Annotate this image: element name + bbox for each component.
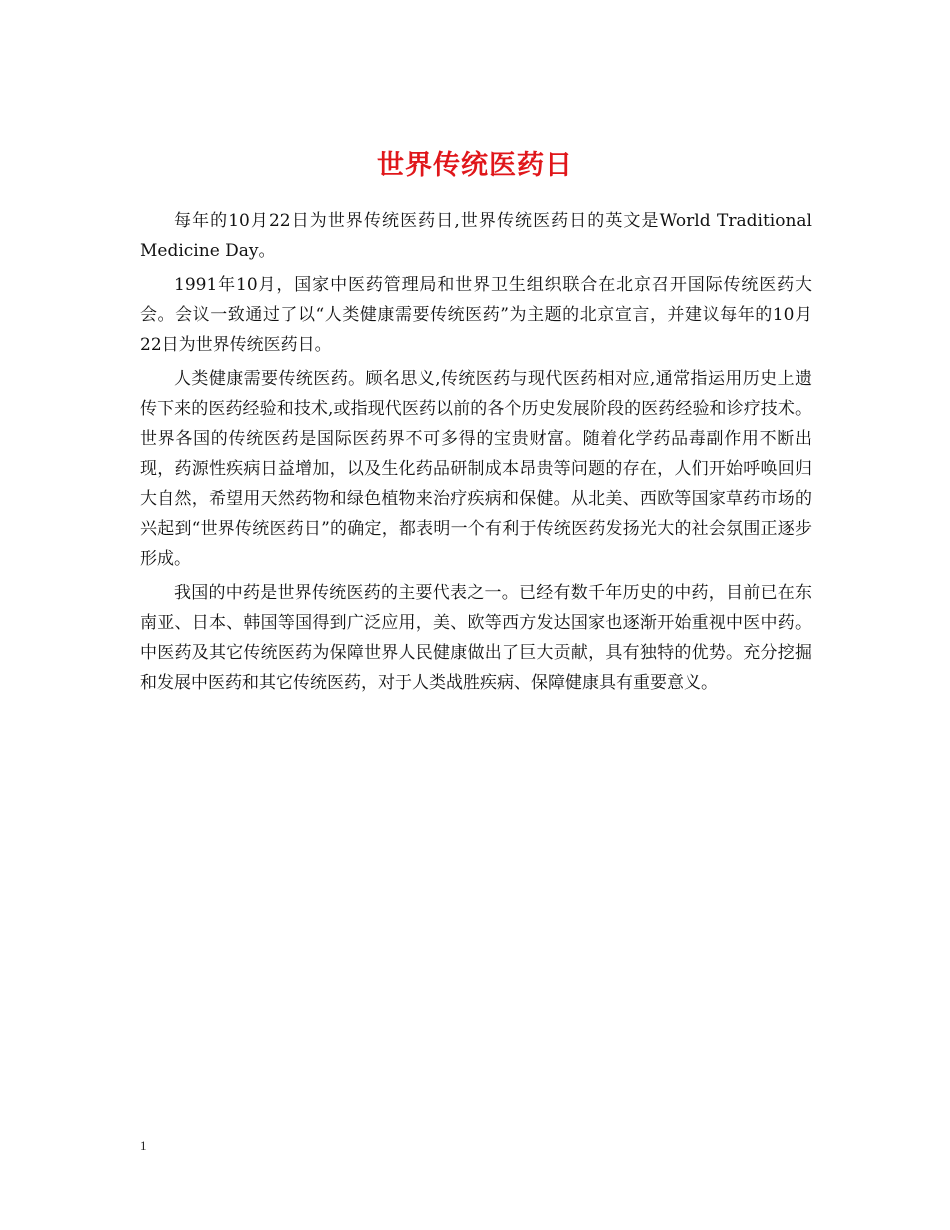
paragraph-4: 我国的中药是世界传统医药的主要代表之一。已经有数千年历史的中药，目前已在东南亚、日本、韩国等国得到广泛应用，美、欧等西方发达国家也逐渐开始重视中医中药。中医药及其它传统医药为保障世界人民健康做出了巨大贡献，具有独特的优势。充分挖掘和发展中医药和其它传统医药，对于人类战胜疾病、保障健康具有重要意义。	[140, 583, 812, 693]
paragraph-2: 1991年10月，国家中医药管理局和世界卫生组织联合在北京召开国际传统医药大会。会议一致通过了以“人类健康需要传统医药”为主题的北京宣言，并建议每年的10月22日为世界传统医药日。	[140, 275, 812, 355]
paragraph-3: 人类健康需要传统医药。顾名思义,传统医药与现代医药相对应,通常指运用历史上遗传下来的医药经验和技术,或指现代医药以前的各个历史发展阶段的医药经验和诊疗技术。世界各国的传统医药是国际医药界不可多得的宝贵财富。随着化学药品毒副作用不断出现，药源性疾病日益增加，以及生化药品研制成本昂贵等问题的存在，人们开始呼唤回归大自然，希望用天然药物和绿色植物来治疗疾病和保健。从北美、西欧等国家草药市场的兴起到“世界传统医药日”的确定，都表明一个有利于传统医药发扬光大的社会氛围正逐步形成。	[140, 369, 812, 569]
document-title: 世界传统医药日	[377, 150, 573, 182]
paragraph-1: 每年的10月22日为世界传统医药日,世界传统医药日的英文是World Traditional Medicine Day。	[140, 211, 812, 261]
page-number: 1	[140, 1138, 147, 1153]
document-body	[140, 206, 812, 702]
